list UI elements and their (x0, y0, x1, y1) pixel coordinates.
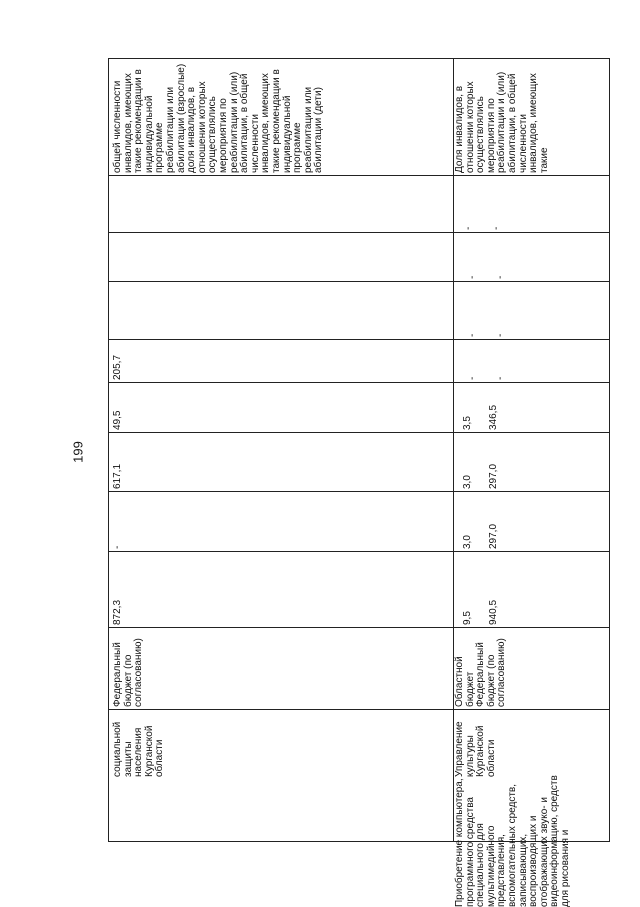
page-number: 199 (70, 441, 86, 463)
value-total-top: 872,3 (112, 599, 123, 625)
activity-bottom: Приобретение компьютера, программного средства специального для мультимедийного представления, вспомогательных средств, записывающих, воспроизводящих и отображающих звуко- и видеоинформацию, средств для рисования и (454, 775, 571, 907)
source-bottom: Областной бюджет Федеральный бюджет (по согласованию) (454, 638, 508, 707)
value-2024-top (113, 234, 143, 279)
column-separator (109, 432, 609, 433)
value-2019-top: - (112, 545, 123, 549)
value-2020-bottom: 3,0 297,0 (462, 463, 499, 489)
value-2025-bottom: - - (467, 275, 506, 279)
column-separator (109, 382, 609, 383)
value-2024-bottom: - - (467, 333, 506, 337)
column-separator (109, 709, 609, 710)
data-table (108, 58, 610, 907)
column-separator (109, 627, 609, 628)
value-2022-bottom: - - (467, 376, 506, 380)
value-2021-bottom: 3,5 346,5 (462, 404, 499, 430)
value-total-bottom: 9,5 940,5 (462, 599, 499, 625)
column-separator (109, 491, 609, 492)
value-2019-bottom: 3,0 297,0 (462, 523, 499, 549)
goal-text: общей численности инвалидов, имеющих такие рекомендации в индивидуальной программе реабилитации или абилитации (взрослые) доля инвалидов, в отношении которых осуществлялись мероприятия по реабилитации и (или) абилитации, в общей численности инвалидов, имеющих такие рекомендации в индивидуальной программе реабилитации или абилитации (дети) (112, 63, 325, 173)
goal-cell-bottom: Доля инвалидов, в отношении которых осуществлялись мероприятия по реабилитации и (или) абилитации, в общей численности инвалидов, имеющих такие (454, 71, 550, 173)
executor-top: социальной защиты населения Курганской области (112, 721, 166, 777)
column-separator (109, 339, 609, 340)
value-2021-top: 49,5 (112, 410, 123, 430)
executor-bottom: Управление культуры Курганской области (454, 721, 497, 777)
value-2023-bottom: - - (463, 226, 502, 230)
value-2020-top: 617,1 (112, 463, 123, 489)
value-2022-top: 205,7 (112, 354, 123, 380)
source-top: Федеральный бюджет (по согласованию) (112, 638, 145, 707)
goal-cell-top (113, 61, 451, 173)
column-separator (109, 175, 609, 176)
column-separator (109, 551, 609, 552)
column-separator (109, 281, 609, 282)
column-separator (109, 232, 609, 233)
